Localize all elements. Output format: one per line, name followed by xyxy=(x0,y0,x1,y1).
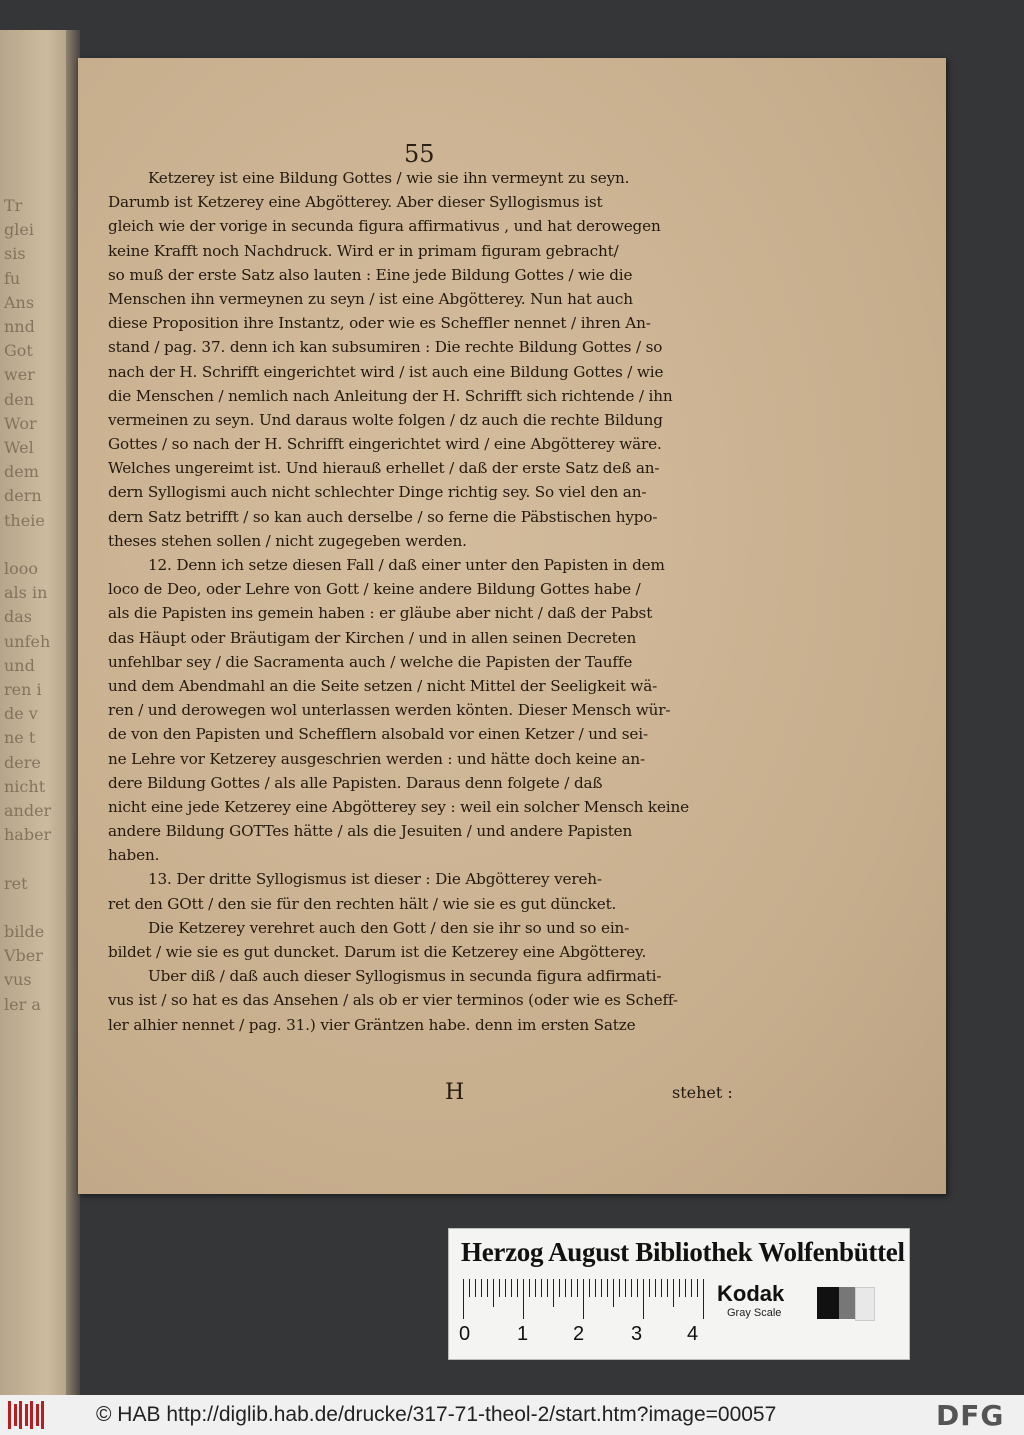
body-text xyxy=(108,166,742,1037)
previous-page-fragment: Wel xyxy=(4,438,34,457)
text-line: andere Bildung GOTTes hätte / als die Jesuiten / und andere Papisten xyxy=(108,822,633,841)
text-line: ler alhier nennet / pag. 31.) vier Gräntzen habe. denn im ersten Satze xyxy=(108,1015,636,1034)
page-number: 55 xyxy=(404,140,435,168)
scale-ruler xyxy=(463,1279,711,1327)
copyright-link[interactable]: © HAB http://diglib.hab.de/drucke/317-71-theol-2/start.htm?image=00057 xyxy=(96,1403,777,1426)
ruler-tick xyxy=(463,1279,464,1319)
previous-page-fragment: Got xyxy=(4,341,33,361)
ruler-tick xyxy=(475,1279,476,1297)
ruler-tick xyxy=(571,1279,572,1297)
text-line: vus ist / so hat es das Ansehen / als ob er vier terminos (oder wie es Scheff- xyxy=(108,991,678,1010)
library-name: Herzog August Bibliothek Wolfenbüttel xyxy=(461,1237,905,1267)
ruler-tick xyxy=(595,1279,596,1297)
ruler-tick xyxy=(661,1279,662,1297)
previous-page-fragment: nicht xyxy=(4,776,46,796)
text-line: als die Papisten ins gemein haben : er gläube aber nicht / daß der Pabst xyxy=(108,604,653,623)
previous-page-fragment: looo xyxy=(4,559,39,578)
hab-logo-icon xyxy=(8,1401,48,1429)
ruler-tick xyxy=(511,1279,512,1297)
previous-page-fragment: dem xyxy=(4,462,39,482)
text-line: nicht eine jede Ketzerey eine Abgötterey sey : weil ein solcher Mensch keine xyxy=(108,797,689,816)
ruler-tick xyxy=(547,1279,548,1297)
text-line: 12. Denn ich setze diesen Fall / daß einer unter den Papisten in dem xyxy=(148,556,665,574)
ruler-tick xyxy=(613,1279,614,1307)
ruler-tick xyxy=(553,1279,554,1307)
previous-page-fragment: Tr xyxy=(4,196,23,215)
previous-page-fragment: ler a xyxy=(4,994,41,1014)
ruler-tick xyxy=(685,1279,686,1297)
ruler-tick xyxy=(673,1279,674,1307)
previous-page-fragment: nnd xyxy=(4,317,35,336)
previous-page-fragment: als in xyxy=(4,583,48,603)
text-line: Darumb ist Ketzerey eine Abgötterey. Aber dieser Syllogismus ist xyxy=(108,193,603,212)
text-line: und dem Abendmahl an die Seite setzen / nicht Mittel der Seeligkeit wä- xyxy=(108,676,658,695)
text-line: Ketzerey ist eine Bildung Gottes / wie sie ihn vermeynt zu seyn. xyxy=(148,169,630,187)
text-line: die Menschen / nemlich nach Anleitung der H. Schrifft sich richtende / ihn xyxy=(108,386,673,405)
ruler-tick xyxy=(697,1279,698,1297)
ruler-tick xyxy=(655,1279,656,1297)
ruler-tick xyxy=(523,1279,524,1319)
text-line: diese Proposition ihre Instantz, oder wie es Scheffler nennet / ihren An- xyxy=(108,314,651,333)
text-line: ne Lehre vor Ketzerey ausgeschrien werden : und hätte doch keine an- xyxy=(108,749,646,768)
ruler-tick xyxy=(637,1279,638,1297)
text-line: gleich wie der vorige in secunda figura affirmativus , und hat derowegen xyxy=(108,217,661,236)
text-line: loco de Deo, oder Lehre von Gott / keine andere Bildung Gottes habe / xyxy=(108,580,641,599)
text-line: keine Krafft noch Nachdruck. Wird er in primam figuram gebracht/ xyxy=(108,241,619,260)
dfg-logo: DFG xyxy=(936,1399,1005,1432)
text-line: unfehlbar sey / die Sacramenta auch / welche die Papisten der Tauffe xyxy=(108,652,633,671)
text-line: theses stehen sollen / nicht zugegeben werden. xyxy=(108,531,467,550)
previous-page-fragment: de v xyxy=(4,704,38,724)
text-line: Welches ungereimt ist. Und hierauß erhellet / daß der erste Satz deß an- xyxy=(108,459,660,478)
previous-page-fragment: haber xyxy=(4,825,52,845)
text-line: de von den Papisten und Schefflern alsobald vor einen Ketzer / und sei- xyxy=(108,725,648,744)
previous-page-fragment: ret xyxy=(4,873,28,893)
text-line: Gottes / so nach der H. Schrifft eingerichtet wird / eine Abgötterey wäre. xyxy=(108,435,662,454)
previous-page-fragment: ren i xyxy=(4,680,42,699)
kodak-brand: Kodak xyxy=(717,1281,785,1306)
text-line: 13. Der dritte Syllogismus ist dieser : Die Abgötterey vereh- xyxy=(148,870,602,889)
ruler-tick xyxy=(583,1279,584,1319)
ruler-tick xyxy=(619,1279,620,1297)
gray-swatch-mid xyxy=(839,1287,855,1319)
text-line: vermeinen zu seyn. Und daraus wolte folgen / dz auch die rechte Bildung xyxy=(108,410,663,429)
previous-page-fragment: glei xyxy=(4,220,34,240)
previous-page-fragment: den xyxy=(4,389,35,409)
ruler-tick xyxy=(625,1279,626,1297)
previous-page-fragment: dere xyxy=(4,752,41,772)
previous-page-fragment: unfeh xyxy=(4,631,51,651)
text-line: so muß der erste Satz also lauten : Eine jede Bildung Gottes / wie die xyxy=(108,265,633,284)
text-line: Uber diß / daß auch dieser Syllogismus in secunda figura adfirmati- xyxy=(148,967,662,986)
ruler-tick xyxy=(499,1279,500,1297)
ruler-tick xyxy=(691,1279,692,1297)
ruler-tick xyxy=(481,1279,482,1297)
previous-page-fragment: ne t xyxy=(4,728,36,748)
ruler-tick xyxy=(535,1279,536,1297)
gray-swatch-black xyxy=(817,1287,839,1319)
previous-page-fragment: Wor xyxy=(4,413,37,433)
previous-page-fragment: und xyxy=(4,655,35,675)
text-line: bildet / wie sie es gut duncket. Darum ist die Ketzerey eine Abgötterey. xyxy=(108,943,647,961)
ruler-number: 3 xyxy=(631,1323,643,1345)
text-line: das Häupt oder Bräutigam der Kirchen / und in allen seinen Decreten xyxy=(108,628,637,647)
previous-page-fragment: das xyxy=(4,607,32,627)
ruler-tick xyxy=(703,1279,704,1319)
text-line: Die Ketzerey verehret auch den Gott / den sie ihr so und so ein- xyxy=(148,918,630,937)
catchword: stehet : xyxy=(672,1083,733,1102)
previous-page-fragment: vus xyxy=(4,970,32,990)
ruler-tick xyxy=(505,1279,506,1297)
ruler-tick xyxy=(487,1279,488,1297)
text-line: dere Bildung Gottes / als alle Papisten. Daraus denn folgete / daß xyxy=(108,773,603,792)
previous-page-fragment: sis xyxy=(4,244,26,264)
text-line: Menschen ihn vermeynen zu seyn / ist eine Abgötterey. Nun hat auch xyxy=(108,289,633,308)
ruler-tick xyxy=(559,1279,560,1297)
ruler-tick xyxy=(667,1279,668,1297)
ruler-tick xyxy=(541,1279,542,1297)
ruler-tick xyxy=(493,1279,494,1307)
ruler-tick xyxy=(649,1279,650,1297)
ruler-tick xyxy=(679,1279,680,1297)
text-line: ret den GOtt / den sie für den rechten hält / wie sie es gut düncket. xyxy=(108,894,617,913)
kodak-gray-scale-label: Gray Scale xyxy=(727,1307,782,1319)
previous-page-fragment: Ans xyxy=(4,292,35,312)
ruler-tick xyxy=(631,1279,632,1297)
text-line: dern Syllogismi auch nicht schlechter Dinge richtig sey. So viel den an- xyxy=(108,483,647,502)
library-color-card xyxy=(448,1228,910,1360)
footer-bar xyxy=(0,1395,1024,1435)
ruler-tick xyxy=(565,1279,566,1297)
signature-mark: H xyxy=(445,1080,465,1105)
ruler-tick xyxy=(469,1279,470,1297)
ruler-number: 2 xyxy=(573,1323,585,1345)
text-line: ren / und derowegen wol unterlassen werden könten. Dieser Mensch wür- xyxy=(108,701,671,720)
text-line: dern Satz betrifft / so kan auch derselbe / so ferne die Päbstischen hypo- xyxy=(108,507,658,526)
previous-page-fragment: bilde xyxy=(4,922,45,941)
ruler-tick xyxy=(607,1279,608,1297)
ruler-tick xyxy=(517,1279,518,1297)
text-line: stand / pag. 37. denn ich kan subsumiren : Die rechte Bildung Gottes / so xyxy=(108,338,663,357)
ruler-tick xyxy=(589,1279,590,1297)
ruler-tick xyxy=(577,1279,578,1297)
ruler-number: 0 xyxy=(459,1323,471,1345)
previous-page-fragment: wer xyxy=(4,365,35,385)
previous-page-fragment: theie xyxy=(4,510,45,530)
previous-page-fragment: fu xyxy=(4,268,21,288)
ruler-tick xyxy=(529,1279,530,1297)
text-line: nach der H. Schrifft eingerichtet wird / ist auch eine Bildung Gottes / wie xyxy=(108,362,664,381)
ruler-number: 4 xyxy=(687,1323,699,1345)
previous-page-fragment: dern xyxy=(4,486,42,506)
text-line: haben. xyxy=(108,846,160,865)
previous-page-fragment: Vber xyxy=(4,946,43,966)
ruler-tick xyxy=(643,1279,644,1319)
ruler-number: 1 xyxy=(517,1323,529,1345)
previous-page-fragment: ander xyxy=(4,801,52,820)
gray-swatch-white xyxy=(855,1287,875,1321)
ruler-tick xyxy=(601,1279,602,1297)
